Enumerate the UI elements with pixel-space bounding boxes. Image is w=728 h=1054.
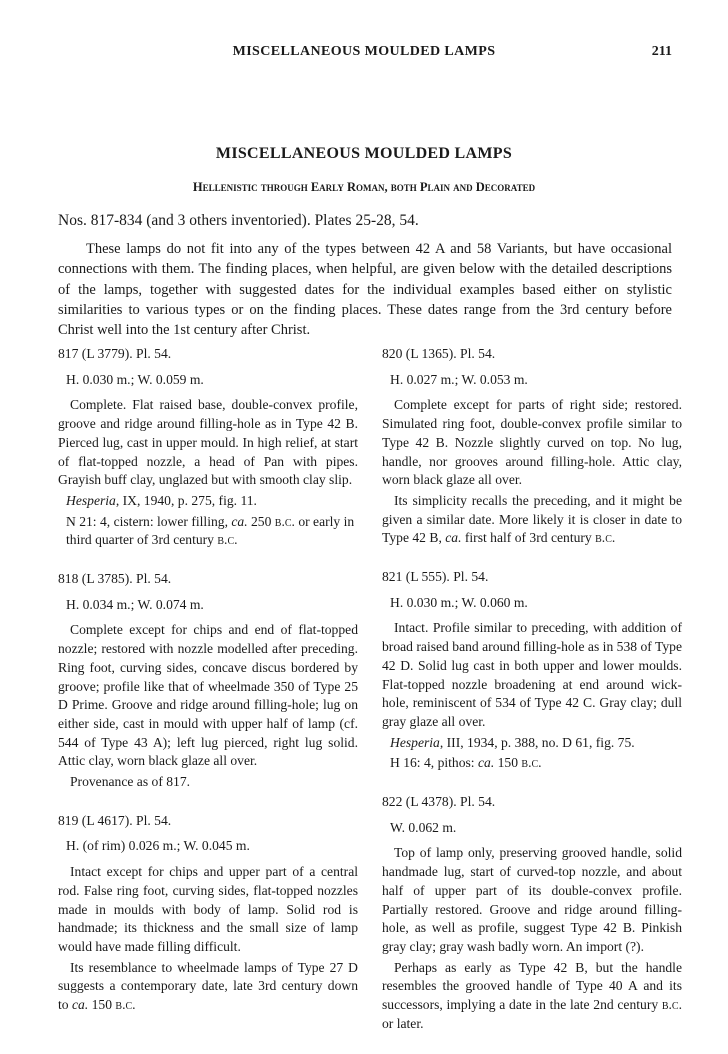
entry-heading: 822 (L 4378). Pl. 54. [382,794,496,810]
entry-822 [382,793,682,1033]
entry-heading: 820 (L 1365). Pl. 54. [382,346,496,361]
reference-detail: , III, 1934, p. 388, no. D 61, fig. 75. [439,734,635,750]
entry-heading: 821 (L 555). Pl. 54. [382,569,489,585]
entry-findspot [382,754,682,773]
journal-title: Hesperia [66,492,116,508]
entry-description: Complete except for parts of right side; restored. Simulated ring foot, double-convex profile similar to Type 42 B. Nozzle slightly curved on top. No lug, handle, nor grooves around filling-hole. Attic clay, worn black glaze all over. [382,397,682,488]
entry-note: Provenance as of 817. [70,774,191,790]
entry-reference [58,492,358,511]
circa-abbrev: ca. [478,755,495,771]
journal-title: Hesperia [390,734,440,750]
section-subtitle: Hellenistic through Early Roman, both Plain and Decorated [192,180,536,194]
entry-note [382,959,682,1034]
catalogue-numbers: Nos. 817-834 [58,212,143,229]
entry-dimensions: H. (of rim) 0.026 m.; W. 0.045 m. [66,838,250,854]
bc-abbrev: b.c. [217,532,238,548]
entry-dimensions: H. 0.030 m.; W. 0.060 m. [390,594,528,610]
findspot-year: 150 [494,755,522,771]
entry-820 [382,345,682,548]
entry-description: Intact except for chips and upper part of a central rod. False ring foot, curving sides, flat-topped nozzles made in moulds with body of lamp. Solid rod is handmade; its thickness and the small size of lamp would have made filling difficult. [58,864,358,954]
note-text: Perhaps as early as Type 42 B, but the handle resembles the grooved handle of Type 40 A and its successors, implying a date in the late 2nd century [382,959,682,1013]
findspot-text: H 16: 4, pithos: [390,755,478,771]
findspot-year: 250 [247,513,275,529]
bc-abbrev: b.c. [595,530,616,546]
note-text: Its simplicity recalls the preceding, and it might be given a similar date. More likely it is closer in date to Type 42 B, [382,492,682,546]
bc-abbrev: b.c. [115,997,136,1013]
note-text: Its resemblance to wheelmade lamps of Type 27 D suggests a contemporary date, late 3rd century down to [58,959,358,1013]
catalogue-range [58,212,670,230]
entry-821 [382,568,682,773]
circa-abbrev: ca. [71,997,89,1013]
entry-note [58,959,358,1015]
right-column [382,345,682,1054]
entry-817 [58,345,358,550]
entry-dimensions: H. 0.034 m.; W. 0.074 m. [66,596,204,612]
circa-abbrev: ca. [231,513,248,529]
entry-dimensions: W. 0.062 m. [390,819,457,835]
entry-heading: 819 (L 4617). Pl. 54. [58,812,172,828]
entry-description: Complete. Flat raised base, double-convex profile, groove and ridge around filling-hole as in Type 42 B. Pierced lug, cast in upper mould. In high relief, at start of flat-topped nozzle, a head of Pan with pipes. Grayish buff clay, unglazed but with smooth clay slip. [58,397,358,488]
note-year: 150 [88,997,116,1013]
findspot-text: or early in third quarter of 3rd century [66,513,355,548]
bc-abbrev: b.c. [661,997,682,1013]
entry-reference [382,734,682,753]
running-head: MISCELLANEOUS MOULDED LAMPS [232,44,496,59]
circa-abbrev: ca. [445,530,462,546]
entry-heading: 818 (L 3785). Pl. 54. [58,571,172,587]
note-text: first half of 3rd century [461,530,596,546]
entry-dimensions: H. 0.030 m.; W. 0.059 m. [66,371,204,387]
bc-abbrev: b.c. [274,513,295,529]
entry-819 [58,812,358,1015]
section-title: MISCELLANEOUS MOULDED LAMPS [215,145,513,162]
entry-description: Intact. Profile similar to preceding, with addition of broad raised band around filling-hole as in 538 of Type 42 D. Solid lug cast in both upper and lower moulds. Flat-topped nozzle broadening at end around wick-hole, reminiscent of 534 of Type 42 C. Gray clay; dull gray glaze all over. [382,620,682,729]
reference-detail: , IX, 1940, p. 275, fig. 11. [115,492,257,508]
entry-description: Top of lamp only, preserving grooved handle, solid handmade lug, start of curved-top nozzle, and about half of upper part of its double-convex profile. Partially restored. Groove and ridge around filling-hole, as well as profile, suggest Type 42 B. Pinkish gray clay; gray wash badly worn. An import (?). [382,845,682,954]
left-column [58,345,358,1035]
entry-findspot [58,513,358,550]
catalogue-plates: (and 3 others inventoried). Plates 25-28, 54. [142,212,419,229]
intro-paragraph: These lamps do not fit into any of the types between 42 A and 58 Variants, but have occasional connections with them. The finding places, when helpful, are given below with the detailed descriptions of the lamps, together with suggested dates for the individual examples based either on stylistic similarities to various types or on the finding places. These dates range from the 3rd century before Christ well into the 1st century after Christ. [58,241,672,339]
note-text: or later. [382,1015,424,1031]
bc-abbrev: b.c. [521,755,542,771]
entry-818 [58,570,358,792]
entry-note [382,492,682,548]
entry-description: Complete except for chips and end of flat-topped nozzle; restored with nozzle modelled after preceding. Ring foot, curving sides, concave discus bordered by groove; profile like that of wheelmade 350 of Type 25 D Prime. Groove and ridge around filling-hole; lug on either side, cast in mould with upper half of lamp (cf. 544 of Type 43 A); left lug pierced, right lug solid. Attic clay, worn black glaze all over. [58,622,358,769]
entry-dimensions: H. 0.027 m.; W. 0.053 m. [390,371,528,387]
findspot-text: N 21: 4, cistern: lower filling, [66,513,232,529]
entry-heading: 817 (L 3779). Pl. 54. [58,346,172,361]
page-number: 211 [651,44,672,59]
